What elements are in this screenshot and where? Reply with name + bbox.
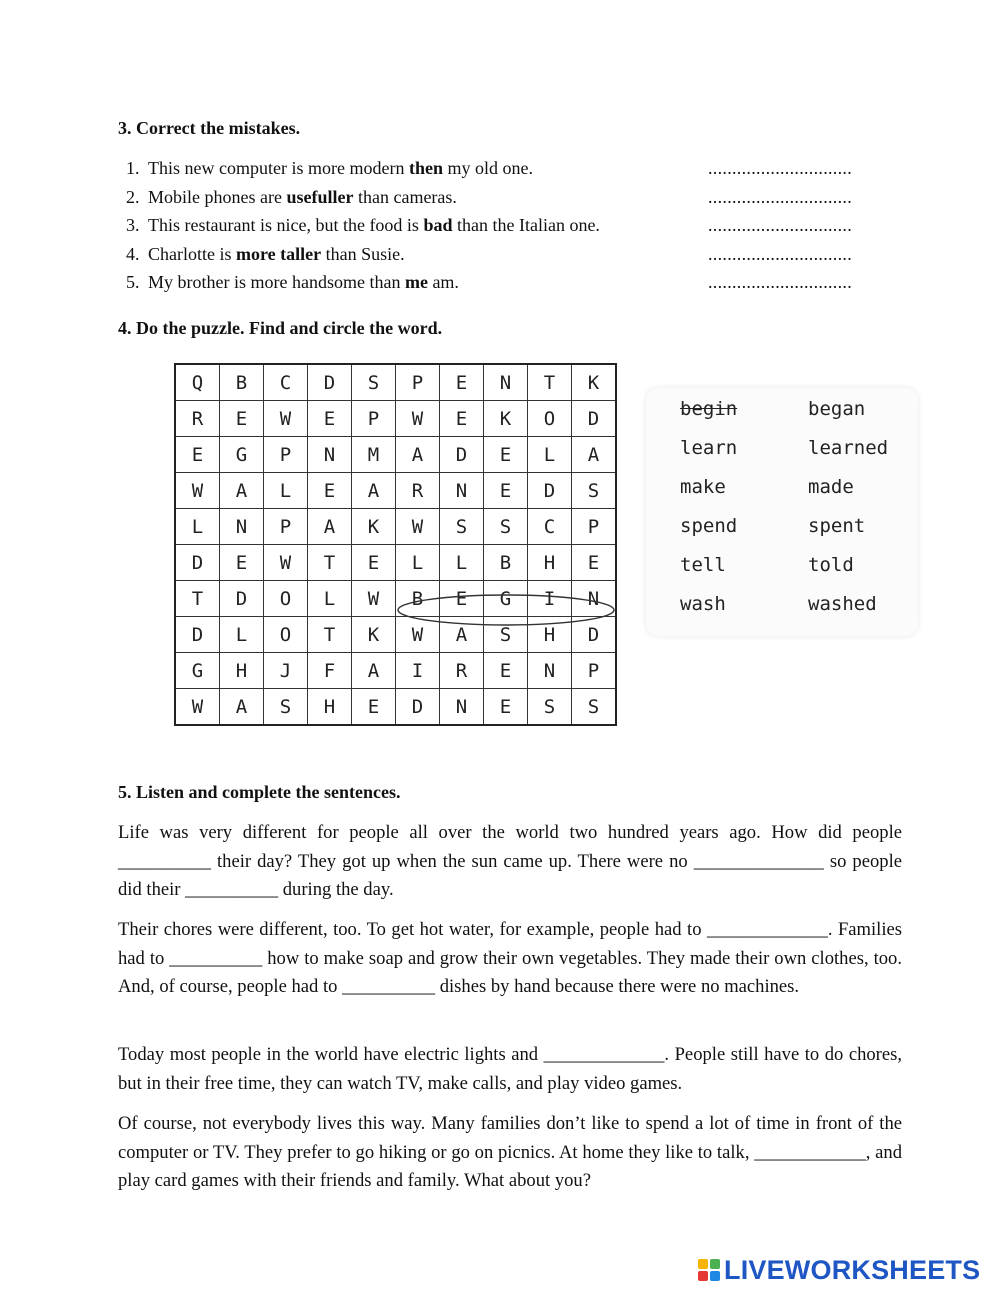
grid-cell[interactable]: I <box>396 653 440 689</box>
grid-cell[interactable]: P <box>352 401 396 437</box>
grid-cell[interactable]: A <box>440 617 484 653</box>
grid-cell[interactable]: B <box>484 545 528 581</box>
word-past-form: told <box>808 554 854 576</box>
exercise-3-item <box>126 269 886 298</box>
grid-cell[interactable]: R <box>440 653 484 689</box>
word-base-form: spend <box>680 515 738 537</box>
grid-cell[interactable]: C <box>528 509 572 545</box>
exercise-3-list <box>126 155 886 298</box>
grid-cell[interactable]: E <box>352 545 396 581</box>
item-mistake: me <box>404 272 428 292</box>
grid-cell[interactable]: S <box>572 689 617 726</box>
item-number: 1. <box>126 158 140 178</box>
logo-square <box>710 1271 720 1281</box>
grid-cell[interactable]: G <box>220 437 264 473</box>
paragraph: Their chores were different, too. To get hot water, for example, people had to _____________. Families had to __________ how to make soap and grow their own vegetables. They made their own clothes, too. And, of course, people had to __________ dishes by hand because there were no machines. <box>118 919 902 997</box>
answer-line[interactable]: .............................. <box>708 215 852 235</box>
word-list-box <box>646 388 918 636</box>
grid-cell[interactable]: R <box>396 473 440 509</box>
grid-cell[interactable]: D <box>175 545 220 581</box>
grid-cell[interactable]: G <box>175 653 220 689</box>
grid-row <box>175 617 616 653</box>
item-number: 4. <box>126 243 140 264</box>
grid-row <box>175 689 616 726</box>
logo-square <box>698 1271 708 1281</box>
item-text: am. <box>427 272 459 292</box>
grid-cell[interactable]: L <box>175 509 220 545</box>
grid-cell[interactable]: N <box>528 653 572 689</box>
grid-cell[interactable]: N <box>440 473 484 509</box>
grid-cell[interactable]: W <box>264 545 308 581</box>
grid-cell[interactable]: L <box>440 545 484 581</box>
item-text: my old one. <box>442 158 533 178</box>
word-past-form: made <box>808 476 854 498</box>
grid-cell[interactable]: W <box>396 509 440 545</box>
grid-cell[interactable]: L <box>264 473 308 509</box>
grid-cell[interactable]: T <box>528 364 572 401</box>
word-base-form: learn <box>680 437 738 459</box>
grid-cell[interactable]: A <box>220 473 264 509</box>
item-number: 3. <box>126 215 140 235</box>
grid-cell[interactable]: B <box>396 581 440 617</box>
item-text: than the Italian one. <box>452 215 600 235</box>
grid-cell[interactable]: A <box>308 509 352 545</box>
item-text: My brother is more handsome than <box>148 272 405 292</box>
grid-cell[interactable]: E <box>484 473 528 509</box>
grid-cell[interactable]: S <box>572 473 617 509</box>
grid-cell[interactable]: W <box>396 617 440 653</box>
answer-line[interactable]: .............................. <box>708 158 852 178</box>
grid-cell[interactable]: W <box>352 581 396 617</box>
word-base-form: wash <box>680 593 726 615</box>
logo-square <box>698 1259 708 1269</box>
grid-row <box>175 401 616 437</box>
grid-cell[interactable]: E <box>175 437 220 473</box>
grid-cell[interactable]: O <box>264 617 308 653</box>
paragraph: Of course, not everybody lives this way. Many families don’t like to spend a lot of time in front of the computer or TV. They prefer to go hiking or go on picnics. At home they like to talk, ____________, and play card games with their friends and family. What about you? <box>118 1113 902 1191</box>
grid-cell[interactable]: W <box>175 689 220 726</box>
grid-cell[interactable]: W <box>175 473 220 509</box>
item-mistake: then <box>408 158 443 178</box>
grid-cell[interactable]: O <box>264 581 308 617</box>
word-base-form: begin <box>680 398 738 420</box>
item-mistake: more taller <box>236 243 322 264</box>
grid-row <box>175 545 616 581</box>
grid-cell[interactable]: D <box>572 401 617 437</box>
grid-cell[interactable]: K <box>572 364 617 401</box>
grid-cell[interactable]: E <box>220 545 264 581</box>
logo-text: LIVEWORKSHEETS <box>724 1254 981 1285</box>
answer-line[interactable]: .............................. <box>708 186 852 207</box>
item-mistake: bad <box>423 215 453 235</box>
grid-cell[interactable]: L <box>220 617 264 653</box>
grid-cell[interactable]: S <box>440 509 484 545</box>
grid-cell[interactable]: D <box>220 581 264 617</box>
answer-line[interactable]: .............................. <box>708 243 852 264</box>
grid-cell[interactable]: E <box>220 401 264 437</box>
item-number: 2. <box>126 186 140 207</box>
grid-cell[interactable]: M <box>352 437 396 473</box>
grid-row <box>175 653 616 689</box>
grid-cell[interactable]: P <box>264 509 308 545</box>
grid-cell[interactable]: E <box>484 437 528 473</box>
word-past-form: spent <box>808 515 866 537</box>
grid-cell[interactable]: H <box>220 653 264 689</box>
exercise-3-item <box>126 155 886 184</box>
grid-cell[interactable]: L <box>308 581 352 617</box>
grid-cell[interactable]: C <box>264 364 308 401</box>
grid-cell[interactable]: E <box>352 689 396 726</box>
grid-cell[interactable]: K <box>484 401 528 437</box>
grid-cell[interactable]: N <box>484 364 528 401</box>
grid-cell[interactable]: L <box>528 437 572 473</box>
word-base-form: make <box>680 476 726 498</box>
grid-cell[interactable]: E <box>308 473 352 509</box>
grid-cell[interactable]: S <box>484 509 528 545</box>
item-text: Mobile phones are <box>148 186 287 207</box>
grid-cell[interactable]: K <box>352 617 396 653</box>
answer-line[interactable]: .............................. <box>708 272 852 292</box>
grid-cell[interactable]: P <box>572 509 617 545</box>
grid-cell[interactable]: N <box>440 689 484 726</box>
grid-cell[interactable]: D <box>440 437 484 473</box>
grid-cell[interactable]: E <box>308 401 352 437</box>
word-past-form: learned <box>808 437 889 459</box>
grid-cell[interactable]: E <box>484 689 528 726</box>
grid-cell[interactable]: A <box>396 437 440 473</box>
item-text: This new computer is more modern <box>148 158 409 178</box>
grid-cell[interactable]: E <box>440 364 484 401</box>
grid-cell[interactable]: J <box>264 653 308 689</box>
logo-icon <box>698 1259 720 1281</box>
grid-cell[interactable]: A <box>352 473 396 509</box>
grid-cell[interactable]: S <box>264 689 308 726</box>
grid-cell[interactable]: P <box>396 364 440 401</box>
item-text: than cameras. <box>353 186 457 207</box>
paragraph: Life was very different for people all over the world two hundred years ago. How did people __________ their day? They got up when the sun came up. There were no ______________ so people did their __________ during the day. <box>118 822 902 900</box>
grid-cell[interactable]: I <box>528 581 572 617</box>
word-past-form: washed <box>808 593 877 615</box>
grid-cell[interactable]: W <box>264 401 308 437</box>
grid-cell[interactable]: W <box>396 401 440 437</box>
grid-row <box>175 509 616 545</box>
liveworksheets-logo <box>698 1255 980 1285</box>
exercise-3-item <box>126 241 886 270</box>
grid-row <box>175 581 616 617</box>
item-text: This restaurant is nice, but the food is <box>148 215 424 235</box>
grid-cell[interactable]: D <box>528 473 572 509</box>
grid-cell[interactable]: R <box>175 401 220 437</box>
grid-cell[interactable]: G <box>484 581 528 617</box>
grid-cell[interactable]: E <box>484 653 528 689</box>
grid-cell[interactable]: H <box>308 689 352 726</box>
word-search-grid <box>174 363 617 726</box>
grid-cell[interactable]: D <box>396 689 440 726</box>
grid-cell[interactable]: Q <box>175 364 220 401</box>
grid-cell[interactable]: P <box>572 653 617 689</box>
grid-row <box>175 473 616 509</box>
grid-cell[interactable]: H <box>528 617 572 653</box>
grid-cell[interactable]: P <box>264 437 308 473</box>
grid-row <box>175 437 616 473</box>
exercise-3-item <box>126 184 886 213</box>
grid-cell[interactable]: L <box>396 545 440 581</box>
exercise-5-title: 5. Listen and complete the sentences. <box>118 782 401 802</box>
exercise-3-title: 3. Correct the mistakes. <box>118 118 301 138</box>
logo-square <box>710 1259 720 1269</box>
item-mistake: usefuller <box>286 186 354 207</box>
item-text: than Susie. <box>321 243 405 264</box>
item-text: Charlotte is <box>148 243 236 264</box>
grid-cell[interactable]: K <box>352 509 396 545</box>
grid-cell[interactable]: N <box>220 509 264 545</box>
grid-cell[interactable]: A <box>220 689 264 726</box>
grid-cell[interactable]: B <box>220 364 264 401</box>
exercise-3-item <box>126 212 886 241</box>
grid-cell[interactable]: N <box>572 581 617 617</box>
item-number: 5. <box>126 272 140 292</box>
grid-cell[interactable]: F <box>308 653 352 689</box>
grid-row <box>175 364 616 401</box>
grid-cell[interactable]: E <box>440 401 484 437</box>
grid-cell[interactable]: D <box>572 617 617 653</box>
grid-cell[interactable]: H <box>528 545 572 581</box>
grid-cell[interactable]: S <box>352 364 396 401</box>
grid-cell[interactable]: T <box>175 581 220 617</box>
grid-cell[interactable]: N <box>308 437 352 473</box>
grid-cell[interactable]: T <box>308 545 352 581</box>
word-past-form: began <box>808 398 866 420</box>
grid-cell[interactable]: D <box>308 364 352 401</box>
grid-cell[interactable]: O <box>528 401 572 437</box>
paragraph: Today most people in the world have electric lights and _____________. People still have to do chores, but in their free time, they can watch TV, make calls, and play video games. <box>118 1044 902 1094</box>
grid-cell[interactable]: D <box>175 617 220 653</box>
grid-cell[interactable]: S <box>484 617 528 653</box>
grid-cell[interactable]: T <box>308 617 352 653</box>
grid-cell[interactable]: A <box>352 653 396 689</box>
grid-cell[interactable]: A <box>572 437 617 473</box>
exercise-4-title: 4. Do the puzzle. Find and circle the word. <box>118 318 443 338</box>
grid-cell[interactable]: E <box>572 545 617 581</box>
grid-cell[interactable]: S <box>528 689 572 726</box>
word-base-form: tell <box>680 554 726 576</box>
grid-cell[interactable]: E <box>440 581 484 617</box>
